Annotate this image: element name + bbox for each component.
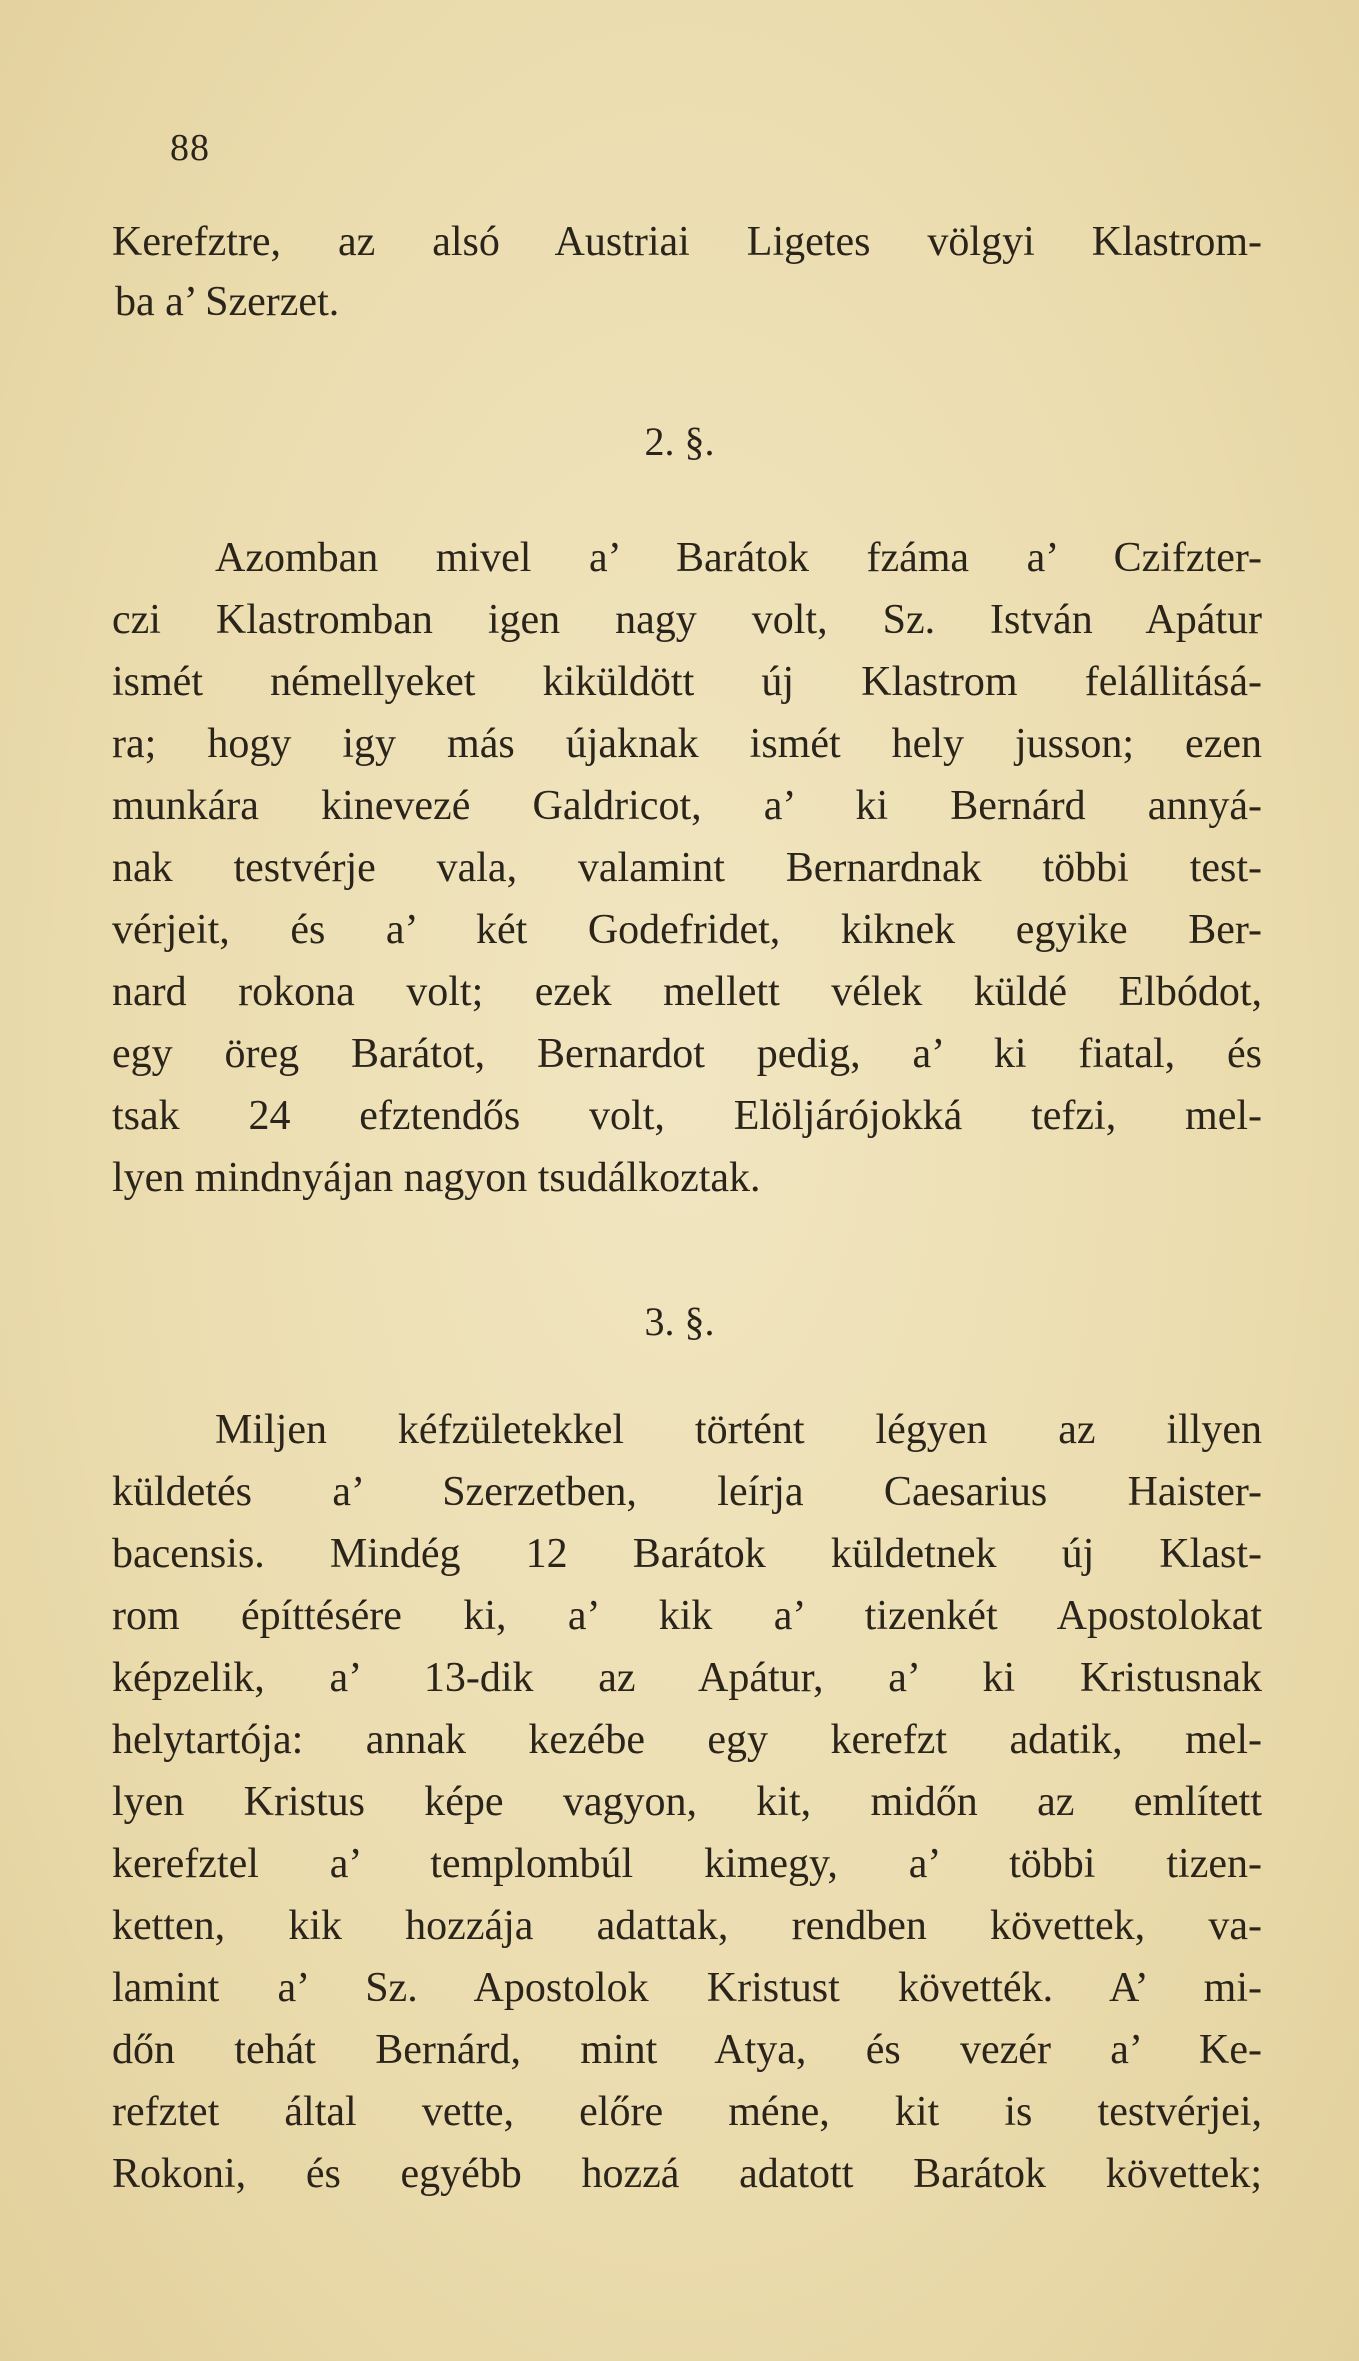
text-line: rom építtésére ki, a’ kik a’ tizenkét Apostolokat [112, 1593, 1262, 1639]
text-line: Rokoni, és egyébb hozzá adatott Barátok követtek; [112, 2151, 1262, 2197]
text-line: czi Klastromban igen nagy volt, Sz. István Apátur [112, 597, 1262, 643]
text-line: nak testvérje vala, valamint Bernardnak többi test- [112, 845, 1262, 891]
text-line: egy öreg Barátot, Bernardot pedig, a’ ki fiatal, és [112, 1031, 1262, 1077]
text-line: képzelik, a’ 13-dik az Apátur, a’ ki Kristusnak [112, 1655, 1262, 1701]
text-line: munkára kinevezé Galdricot, a’ ki Bernárd annyá- [112, 783, 1262, 829]
text-line: bacensis. Mindég 12 Barátok küldetnek új Klast- [112, 1531, 1262, 1577]
text-line: lamint a’ Sz. Apostolok Kristust követték. A’ mi- [112, 1965, 1262, 2011]
section-heading: 3. §. [644, 1299, 715, 1344]
text-line: vérjeit, és a’ két Godefridet, kiknek egyike Ber- [112, 907, 1262, 953]
text-line: lyen Kristus képe vagyon, kit, midőn az említett [112, 1779, 1262, 1825]
text-line: Azomban mivel a’ Barátok fzáma a’ Czifzter- [215, 535, 1262, 581]
text-line: Miljen kéfzületekkel történt légyen az illyen [215, 1407, 1262, 1453]
text-line: ismét némellyeket kiküldött új Klastrom felállitásá- [112, 659, 1262, 705]
text-line: lyen mindnyájan nagyon tsudálkoztak. [112, 1155, 761, 1201]
text-line: refztet által vette, előre méne, kit is testvérjei, [112, 2089, 1262, 2135]
text-line: ketten, kik hozzája adattak, rendben követtek, va- [112, 1903, 1262, 1949]
page-number: 88 [170, 127, 210, 169]
text-line: nard rokona volt; ezek mellett vélek küldé Elbódot, [112, 969, 1262, 1015]
section-heading: 2. §. [644, 419, 715, 464]
text-line: ba a’ Szerzet. [115, 279, 340, 325]
text-line: küldetés a’ Szerzetben, leírja Caesarius Haister- [112, 1469, 1262, 1515]
text-line: Kerefztre, az alsó Austriai Ligetes völgyi Klastrom- [112, 219, 1262, 265]
text-line: helytartója: annak kezébe egy kerefzt adatik, mel- [112, 1717, 1262, 1763]
text-line: tsak 24 efztendős volt, Elöljárójokká tefzi, mel- [112, 1093, 1262, 1139]
text-line: kerefztel a’ templombúl kimegy, a’ többi tizen- [112, 1841, 1262, 1887]
text-line: dőn tehát Bernárd, mint Atya, és vezér a’ Ke- [112, 2027, 1262, 2073]
text-line: ra; hogy igy más újaknak ismét hely jusson; ezen [112, 721, 1262, 767]
